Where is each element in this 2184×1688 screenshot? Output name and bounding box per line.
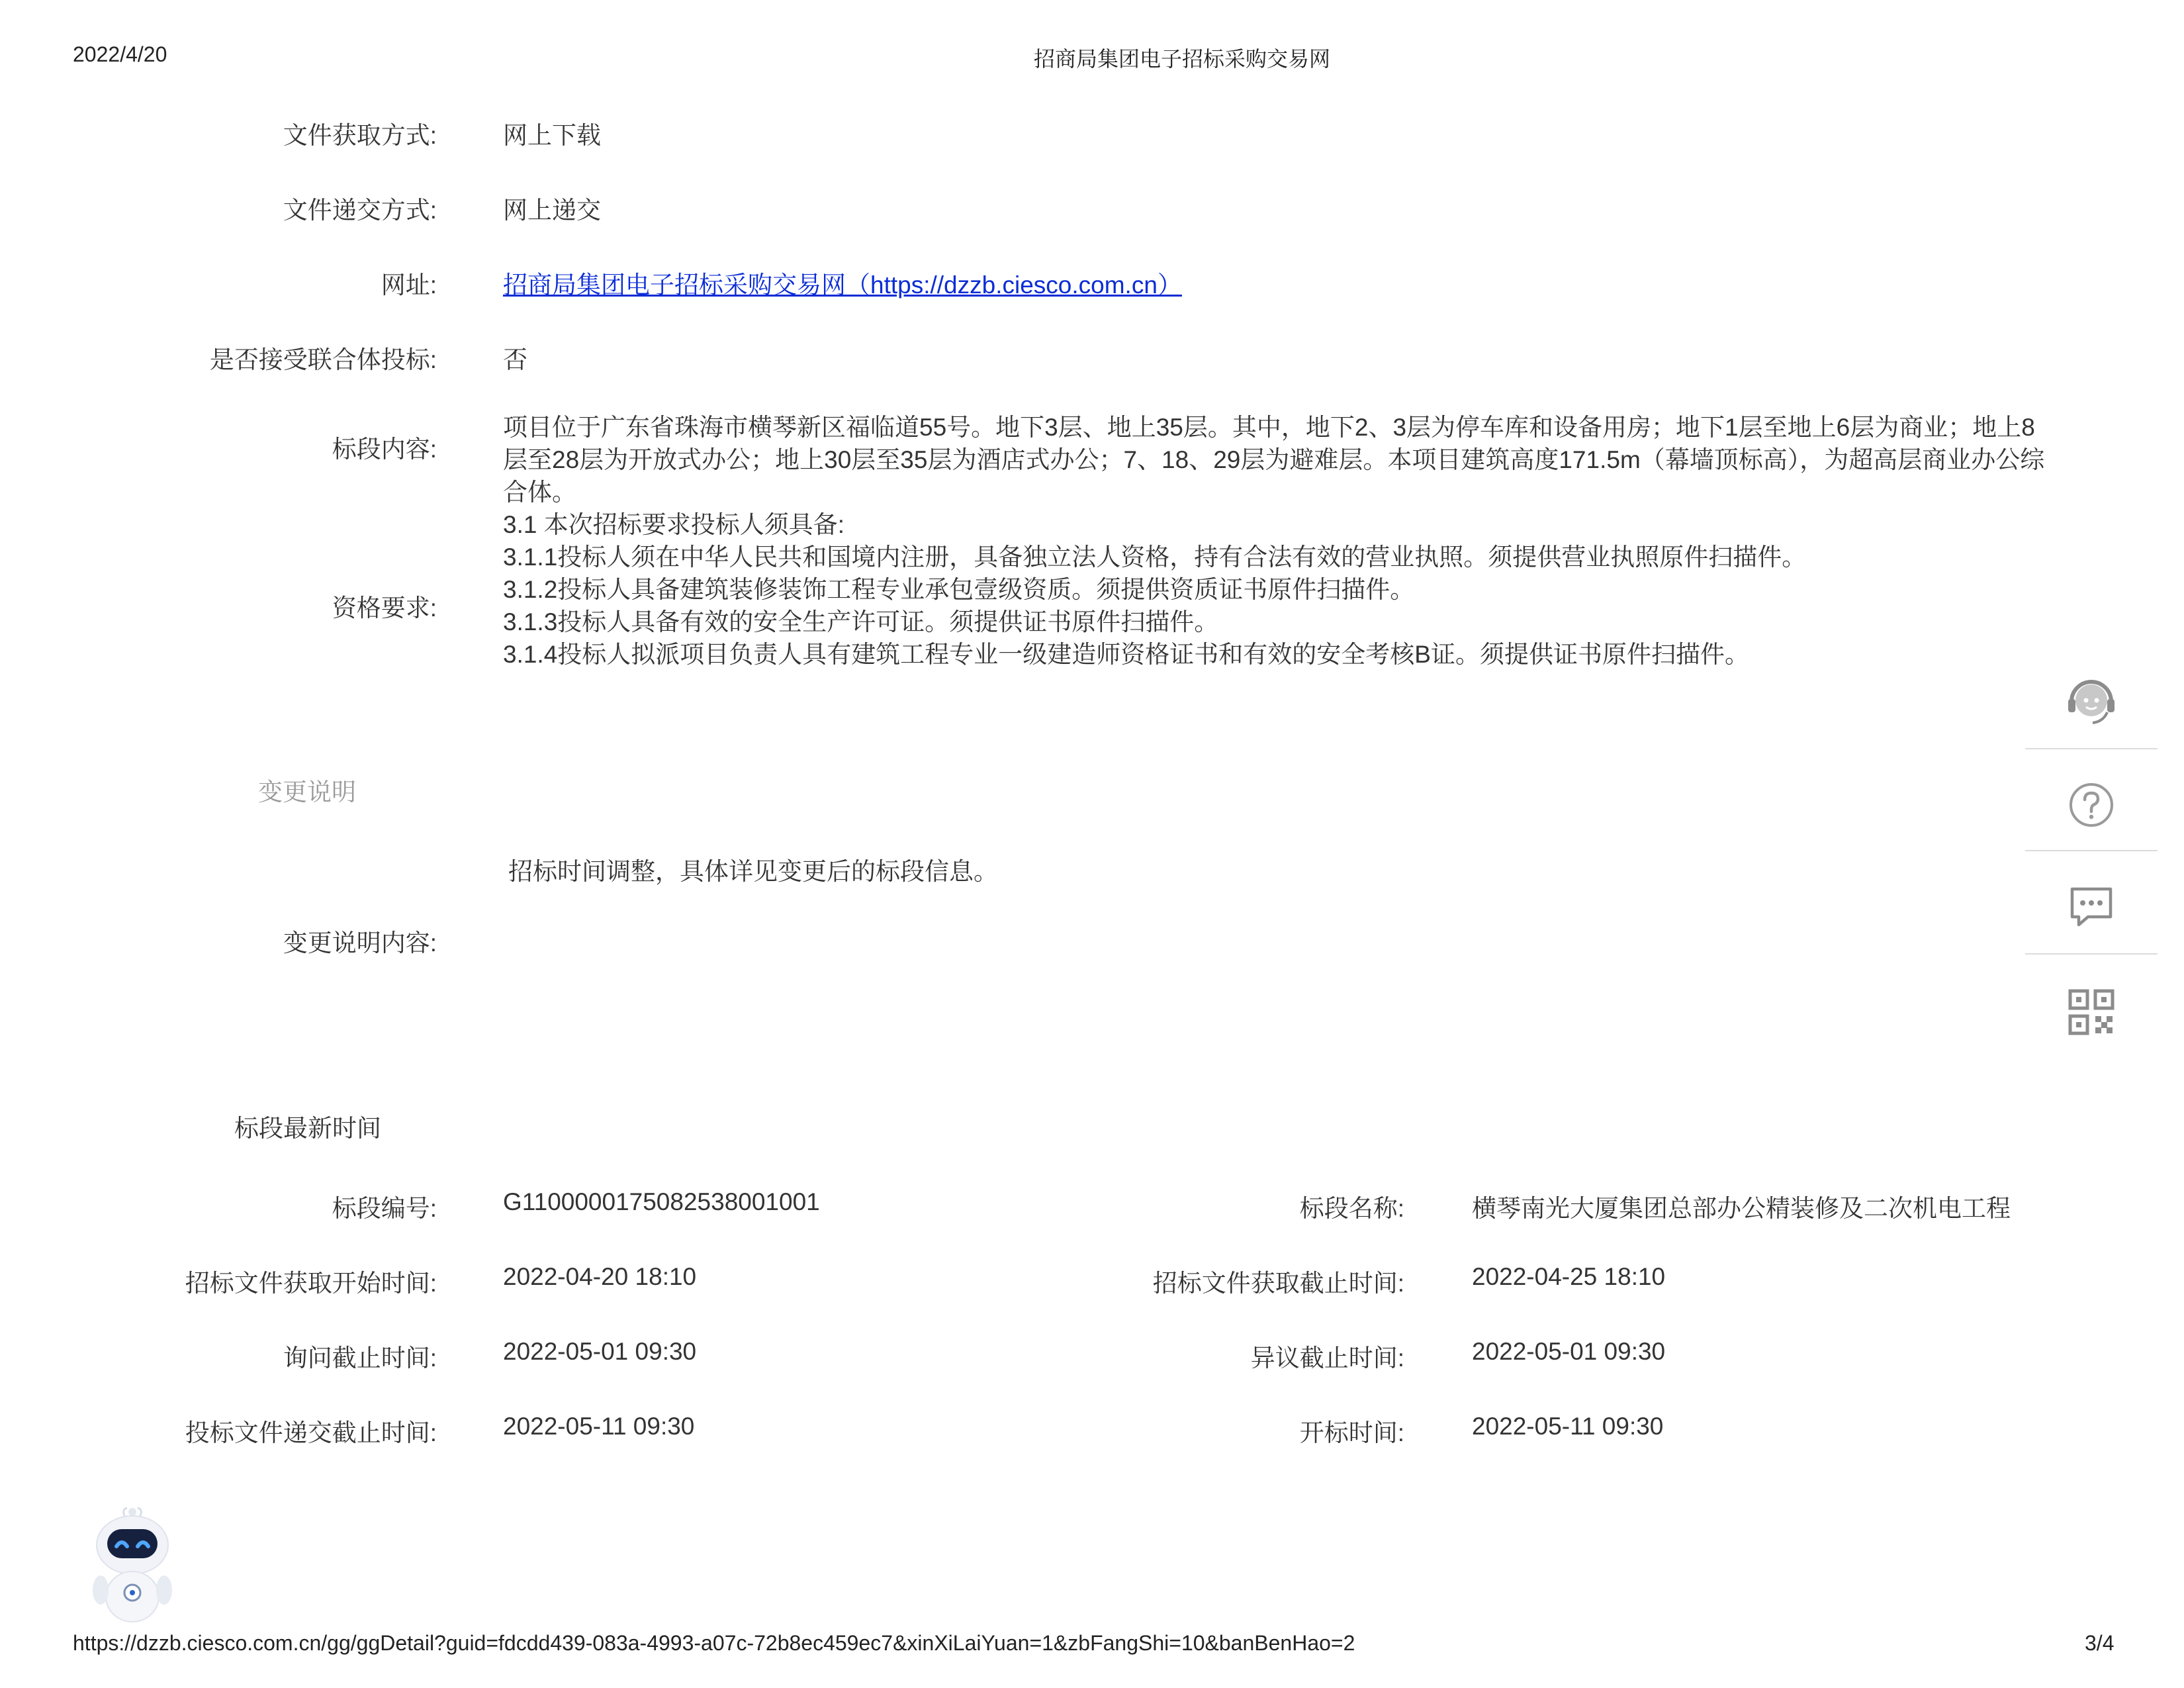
website-link[interactable]: 招商局集团电子招标采购交易网（https://dzzb.ciesco.com.cn） bbox=[503, 271, 1182, 299]
doc-obtain-end-label: 招标文件获取截止时间: bbox=[1152, 1270, 1404, 1297]
doc-obtain-method-value: 网上下载 bbox=[503, 122, 601, 149]
doc-obtain-end-value: 2022-04-25 18:10 bbox=[1472, 1263, 1666, 1290]
help-icon[interactable] bbox=[2025, 772, 2158, 838]
qualification-scroll-area[interactable] bbox=[503, 508, 2045, 686]
qualification-line: 3.1.3投标人具备有效的安全生产许可证。须提供证书原件扫描件。 bbox=[503, 608, 1219, 635]
objection-deadline-value: 2022-05-01 09:30 bbox=[1472, 1338, 1666, 1365]
print-page-number: 3/4 bbox=[2085, 1631, 2115, 1655]
doc-submit-method-label: 文件递交方式: bbox=[283, 197, 437, 224]
print-url: https://dzzb.ciesco.com.cn/gg/ggDetail?guid=fdcdd439-083a-4993-a07c-72b8ec459ec7&xinXiLaiYuan=1&zbFangShi=10&banBenHao=2 bbox=[73, 1631, 1355, 1655]
change-content-label: 变更说明内容: bbox=[283, 929, 437, 957]
website-label: 网址: bbox=[381, 271, 437, 299]
customer-service-icon[interactable] bbox=[2025, 669, 2158, 735]
consortium-label: 是否接受联合体投标: bbox=[209, 346, 437, 373]
toolbar-divider bbox=[2025, 850, 2158, 851]
print-date: 2022/4/20 bbox=[73, 42, 167, 66]
qualification-label: 资格要求: bbox=[332, 594, 437, 622]
doc-obtain-method-label: 文件获取方式: bbox=[283, 122, 437, 149]
toolbar-divider bbox=[2025, 748, 2158, 749]
qualification-line: 3.1.2投标人具备建筑装修装饰工程专业承包壹级资质。须提供资质证书原件扫描件。 bbox=[503, 576, 1415, 603]
change-section-title: 变更说明 bbox=[258, 778, 356, 806]
submit-deadline-value: 2022-05-11 09:30 bbox=[503, 1413, 695, 1440]
section-no-label: 标段编号: bbox=[332, 1195, 437, 1222]
qualification-line: 3.1 本次招标要求投标人须具备: bbox=[503, 511, 844, 538]
opening-time-value: 2022-05-11 09:30 bbox=[1472, 1413, 1664, 1440]
objection-deadline-label: 异议截止时间: bbox=[1250, 1344, 1404, 1372]
qualification-line: 3.1.4投标人拟派项目负责人具有建筑工程专业一级建造师资格证书和有效的安全考核B证。须提供证书原件扫描件。 bbox=[503, 641, 1749, 668]
section-name-label: 标段名称: bbox=[1299, 1195, 1404, 1222]
submit-deadline-label: 投标文件递交截止时间: bbox=[185, 1419, 437, 1446]
robot-assistant-icon[interactable] bbox=[78, 1507, 187, 1624]
inquiry-deadline-value: 2022-05-01 09:30 bbox=[503, 1338, 697, 1365]
qrcode-icon[interactable] bbox=[2025, 976, 2158, 1049]
toolbar-divider bbox=[2025, 953, 2158, 955]
doc-obtain-start-label: 招标文件获取开始时间: bbox=[185, 1270, 437, 1297]
doc-obtain-start-value: 2022-04-20 18:10 bbox=[503, 1263, 697, 1290]
section-content-value: 项目位于广东省珠海市横琴新区福临道55号。地下3层、地上35层。其中，地下2、3层为停车库和设备用房；地下1层至地上6层为商业；地上8层至28层为开放式办公；地上30层至35层为酒店式办公；7、18、29层为避难层。本项目建筑高度171.5m（幕墙顶标高），为超高层商业办公综合体。 bbox=[503, 414, 2045, 506]
print-title: 招商局集团电子招标采购交易网 bbox=[1034, 47, 1331, 71]
doc-submit-method-value: 网上递交 bbox=[503, 197, 601, 224]
latest-time-section-title: 标段最新时间 bbox=[234, 1115, 381, 1142]
section-content-label: 标段内容: bbox=[332, 436, 437, 463]
consortium-value: 否 bbox=[503, 346, 527, 373]
section-no-value: G1100000175082538001001 bbox=[503, 1188, 820, 1215]
change-content-value: 招标时间调整，具体详见变更后的标段信息。 bbox=[508, 858, 998, 885]
message-icon[interactable] bbox=[2025, 874, 2158, 940]
inquiry-deadline-label: 询问截止时间: bbox=[283, 1344, 437, 1372]
opening-time-label: 开标时间: bbox=[1299, 1419, 1404, 1446]
section-name-value: 横琴南光大厦集团总部办公精装修及二次机电工程 bbox=[1472, 1195, 2011, 1222]
qualification-line: 3.1.1投标人须在中华人民共和国境内注册，具备独立法人资格，持有合法有效的营业执照。须提供营业执照原件扫描件。 bbox=[503, 543, 1807, 571]
